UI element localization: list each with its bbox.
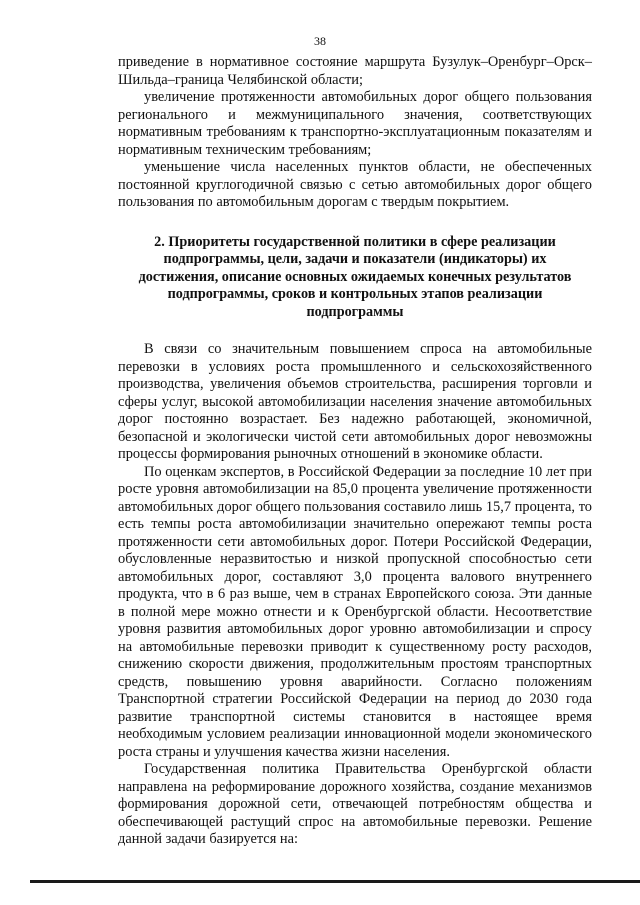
bottom-rule <box>30 880 640 883</box>
document-body <box>118 54 592 849</box>
paragraph-expert-estimates: По оценкам экспертов, в Российской Федерации за последние 10 лет при росте уровня автомобилизации на 85,0 процента увеличение протяженности автомобильных дорог общего пользования составило лишь 15,7 процента, то есть темпы роста автомобилизации значительно опережают темпы роста протяженности сети автомобильных дорог. Потери Российской Федерации, обусловленные неразвитостью и низкой пропускной способностью сети автомобильных дорог, составляют 3,0 процента валового внутреннего продукта, что в 6 раз выше, чем в странах Европейского союза. Эти данные в полной мере можно отнести и к Оренбургской области. Несоответствие уровня развития автомобильных дорог уровню автомобилизации и спросу на автомобильные перевозки приводит к существенному росту расходов, снижению скорости движения, продолжительным простоям транспортных средств, повышению уровня аварийности. Согласно положениям Транспортной стратегии Российской Федерации на период до 2030 года развитие транспортной системы становится в настоящее время необходимым условием реализации инновационной модели экономического роста страны и улучшения качества жизни населения. <box>118 463 592 760</box>
section-heading: 2. Приоритеты государственной политики в сфере реализации подпрограммы, цели, задачи и показатели (индикаторы) их достижения, описание основных ожидаемых конечных результатов подпрограммы, сроков и контрольных этапов реализации подпрограммы <box>138 233 572 320</box>
paragraph-route: приведение в нормативное состояние маршрута Бузулук–Оренбург–Орск–Шильда–граница Челябинской области; <box>118 54 592 88</box>
page-number: 38 <box>314 34 326 48</box>
paragraph-state-policy: Государственная политика Правительства Оренбургской области направлена на реформирование дорожного хозяйства, создание механизмов формирования дорожной сети, отвечающей потребностям общества и обеспечивающей растущий спрос на автомобильные перевозки. Решение данной задачи базируется на: <box>118 761 592 847</box>
paragraph-demand: В связи со значительным повышением спроса на автомобильные перевозки в условиях роста промышленного и сельскохозяйственного производства, увеличения объемов строительства, расширения торговли и сферы услуг, высокой автомобилизации населения значение автомобильных дорог постоянно возрастает. Без надежно работающей, экономичной, безопасной и экологически чистой сети автомобильных дорог невозможны процессы формирования рыночных отношений в экономике области. <box>118 341 592 462</box>
paragraph-road-length: увеличение протяженности автомобильных дорог общего пользования регионального и межмуниципального значения, соответствующих нормативным требованиям к транспортно-эксплуатационным показателям и нормативным техническим требованиям; <box>118 89 592 158</box>
paragraph-settlements: уменьшение числа населенных пунктов области, не обеспеченных постоянной круглогодичной связью с сетью автомобильных дорог общего пользования по автомобильным дорогам с твердым покрытием. <box>118 159 592 210</box>
